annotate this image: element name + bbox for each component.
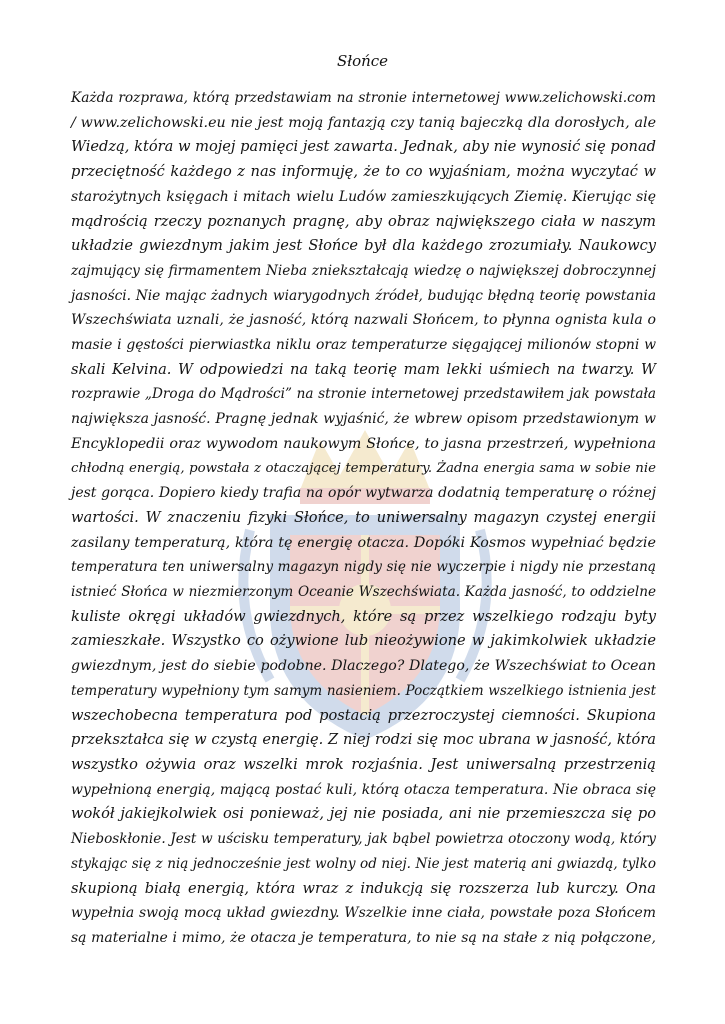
text-line: Wszechświata uznali, że jasność, którą nazwali Słońcem, to płynna ognista kula o (71, 312, 656, 329)
text-line: chłodną energią, powstała z otaczającej temperatury. Żadna energia sama w sobie nie (71, 460, 656, 476)
text-line: układzie gwiezdnym jakim jest Słońce był dla każdego zrozumiały. Naukowcy (71, 237, 656, 255)
text-line: wypełnia swoją mocą układ gwiezdny. Wszelkie inne ciała, powstałe poza Słońcem (71, 905, 656, 922)
text-line: kuliste okręgi układów gwiezdnych, które są przez wszelkiego rodzaju byty (71, 607, 656, 625)
text-line: Nieboskłonie. Jest w uścisku temperatury, jak bąbel powietrza otoczony wodą, który (71, 831, 656, 848)
text-line: stykając się z nią jednocześnie jest wolny od niej. Nie jest materią ani gwiazdą, tylko (71, 855, 656, 872)
text-line: wypełnioną energią, mającą postać kuli, którą otacza temperatura. Nie obraca się (71, 781, 656, 798)
text-line: zajmujący się firmamentem Nieba zniekształcają wiedzę o największej dobroczynnej (71, 262, 656, 279)
text-line: rozprawie „Droga do Mądrości” na stronie internetowej przedstawiłem jak powstała (71, 386, 656, 403)
text-line: wokół jakiejkolwiek osi ponieważ, jej nie posiada, ani nie przemieszcza się po (71, 805, 656, 823)
text-line: przeciętność każdego z nas informuję, że to co wyjaśniam, można wyczytać w (71, 163, 656, 181)
text-line: są materialne i mimo, że otacza je temperatura, to nie są na stałe z nią połączone, (71, 929, 656, 946)
text-line: wartości. W znaczeniu fizyki Słońce, to uniwersalny magazyn czystej energii (71, 508, 656, 526)
text-line: zamieszkałe. Wszystko co ożywione lub nieożywione w jakimkolwiek układzie (71, 632, 656, 650)
text-line: gwiezdnym, jest do siebie podobne. Dlaczego? Dlatego, że Wszechświat to Ocean (71, 658, 656, 675)
body-paragraph (71, 86, 656, 951)
text-line: jest gorąca. Dopiero kiedy trafia na opór wytwarza dodatnią temperaturę o różnej (71, 485, 656, 502)
text-line: przekształca się w czystą energię. Z niej rodzi się moc ubrana w jasność, która (71, 731, 656, 749)
text-line: największa jasność. Pragnę jednak wyjaśnić, że wbrew opisom przedstawionym w (71, 411, 656, 428)
text-line: wszechobecna temperatura pod postacią przezroczystej ciemności. Skupiona (71, 706, 656, 724)
text-line: Encyklopedii oraz wywodom naukowym Słońce, to jasna przestrzeń, wypełniona (71, 435, 656, 452)
text-line: istnieć Słońca w niezmierzonym Oceanie Wszechświata. Każda jasność, to oddzielne (71, 584, 656, 601)
text-line: skupioną białą energią, która wraz z indukcją się rozszerza lub kurczy. Ona (71, 879, 656, 897)
text-line: mądrością rzeczy poznanych pragnę, aby obraz największego ciała w naszym (71, 212, 656, 230)
text-line: skali Kelvina. W odpowiedzi na taką teorię mam lekki uśmiech na twarzy. W (71, 360, 656, 378)
text-line: temperatura ten uniwersalny magazyn nigdy się nie wyczerpie i nigdy nie przestaną (71, 559, 656, 576)
text-line: starożytnych księgach i mitach wielu Ludów zamieszkujących Ziemię. Kierując się (71, 188, 656, 205)
text-line: wszystko ożywia oraz wszelki mrok rozjaśnia. Jest uniwersalną przestrzenią (71, 755, 656, 773)
text-line: jasności. Nie mając żadnych wiarygodnych źródeł, budując błędną teorię powstania (71, 287, 656, 304)
text-line: Każda rozprawa, którą przedstawiam na stronie internetowej www.zelichowski.com (71, 90, 656, 106)
text-line: Wiedzą, która w mojej pamięci jest zawarta. Jednak, aby nie wynosić się ponad (71, 138, 656, 156)
text-line: zasilany temperaturą, która tę energię otacza. Dopóki Kosmos wypełniać będzie (71, 534, 656, 551)
text-line: temperatury wypełniony tym samym nasieniem. Początkiem wszelkiego istnienia jest (71, 682, 656, 699)
text-line: / www.zelichowski.eu nie jest moją fantazją czy tanią bajeczką dla dorosłych, ale (71, 114, 656, 131)
page-title: Słońce (336, 52, 389, 70)
text-line: masie i gęstości pierwiastka niklu oraz temperaturze sięgającej milionów stopni w (71, 337, 656, 354)
